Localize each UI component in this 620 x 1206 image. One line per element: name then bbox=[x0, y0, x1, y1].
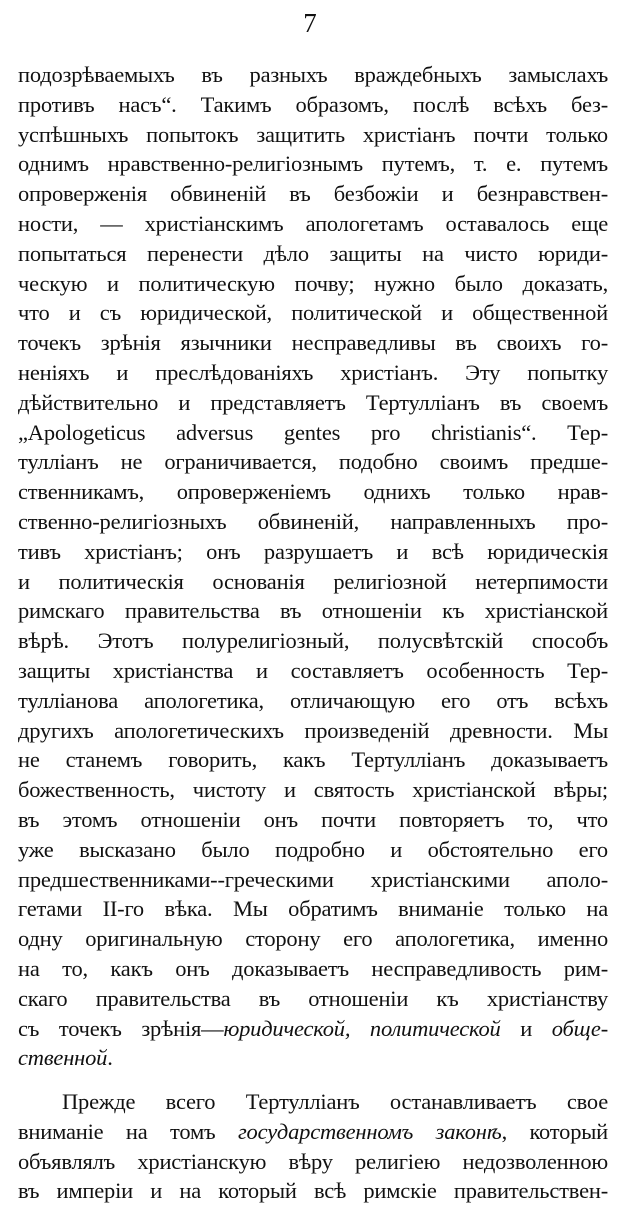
text-line: однимъ нравственно-религіознымъ путемъ, т. е. путемъ bbox=[18, 151, 608, 177]
text-line: ственно-религіозныхъ обвиненій, направленныхъ про- bbox=[18, 508, 608, 534]
paragraph-2 bbox=[18, 1087, 608, 1206]
text-line: уже высказано было подробно и обстоятельно его bbox=[18, 836, 608, 862]
text-line: тивъ христіанъ; онъ разрушаетъ и всѣ юридическія bbox=[18, 538, 608, 564]
text-line: попытаться перенести дѣло защиты на чисто юриди- bbox=[18, 240, 608, 266]
italic-run: ственной bbox=[18, 1045, 108, 1071]
text-line: предшественниками--греческими христіанскими аполо- bbox=[18, 866, 608, 892]
text-line: опроверженія обвиненій въ безбожіи и безнравствен- bbox=[18, 181, 608, 207]
text-line: въ имперіи и на который всѣ римскіе правительствен- bbox=[18, 1178, 608, 1204]
italic-run: юридической, политической bbox=[223, 1015, 501, 1041]
text-line: тулліанъ не ограничивается, подобно своимъ предше- bbox=[18, 449, 608, 475]
text-line: дѣйствительно и представляетъ Тертулліанъ въ своемъ bbox=[18, 389, 608, 415]
text-line-italic-mix bbox=[18, 1117, 608, 1147]
text-line: другихъ апологетическихъ произведеній древности. Мы bbox=[18, 717, 608, 743]
text-line-italic-mix bbox=[18, 1043, 608, 1073]
text-line: одну оригинальную сторону его апологетика, именно bbox=[18, 926, 608, 952]
text-line: успѣшныхъ попытокъ защитить христіанъ почти только bbox=[18, 121, 608, 147]
text-run: и bbox=[500, 1015, 552, 1041]
text-line: неніяхъ и преслѣдованіяхъ христіанъ. Эту попытку bbox=[18, 359, 608, 385]
text-run: , который bbox=[501, 1118, 608, 1144]
text-line: не станемъ говорить, какъ Тертулліанъ доказываетъ bbox=[18, 747, 608, 773]
text-line: Прежде всего Тертулліанъ останавливаетъ свое bbox=[62, 1089, 608, 1115]
italic-run: обще- bbox=[551, 1015, 609, 1041]
text-line: противъ насъ“. Такимъ образомъ, послѣ всѣхъ без- bbox=[18, 91, 608, 117]
paragraph-gap bbox=[18, 1073, 608, 1087]
italic-run: государственномъ законѣ bbox=[237, 1118, 502, 1144]
text-line: божественность, чистоту и святость христіанской вѣры; bbox=[18, 777, 608, 803]
text-line: ственникамъ, опроверженіемъ однихъ только нрав- bbox=[18, 479, 608, 505]
text-line: „Apologeticus adversus gentes pro christianis“. Тер- bbox=[18, 419, 608, 445]
text-line: и политическія основанія религіозной нетерпимости bbox=[18, 568, 608, 594]
text-line: вѣрѣ. Этотъ полурелигіозный, полусвѣтскій способъ bbox=[18, 628, 608, 654]
text-line: объявлялъ христіанскую вѣру религіею недозволенною bbox=[18, 1148, 608, 1174]
text-line: ческую и политическую почву; нужно было доказать, bbox=[18, 270, 608, 296]
page-number: 7 bbox=[303, 8, 317, 38]
text-line: защиты христіанства и составляетъ особенность Тер- bbox=[18, 657, 608, 683]
text-line: гетами II-го вѣка. Мы обратимъ вниманіе только на bbox=[18, 896, 608, 922]
body-text bbox=[18, 60, 608, 1206]
text-run: вниманіе на томъ bbox=[18, 1118, 238, 1144]
text-line: на то, какъ онъ доказываетъ несправедливость рим- bbox=[18, 955, 608, 981]
text-line: ности, — христіанскимъ апологетамъ оставалось еще bbox=[18, 210, 608, 236]
text-line: въ этомъ отношеніи онъ почти повторяетъ то, что bbox=[18, 806, 608, 832]
text-line: римскаго правительства въ отношеніи къ христіанской bbox=[18, 598, 608, 624]
text-run: съ точекъ зрѣнія— bbox=[18, 1015, 224, 1041]
text-line: что и съ юридической, политической и общественной bbox=[18, 300, 608, 326]
text-line-italic-mix bbox=[18, 1014, 608, 1044]
text-line: точекъ зрѣнія язычники несправедливы въ своихъ го- bbox=[18, 330, 608, 356]
text-line: тулліанова апологетика, отличающую его отъ всѣхъ bbox=[18, 687, 608, 713]
paragraph-1 bbox=[18, 60, 608, 1073]
text-line: подозрѣваемыхъ въ разныхъ враждебныхъ замыслахъ bbox=[18, 62, 608, 87]
text-line: скаго правительства въ отношеніи къ христіанству bbox=[18, 985, 608, 1011]
text-run: . bbox=[107, 1045, 113, 1071]
